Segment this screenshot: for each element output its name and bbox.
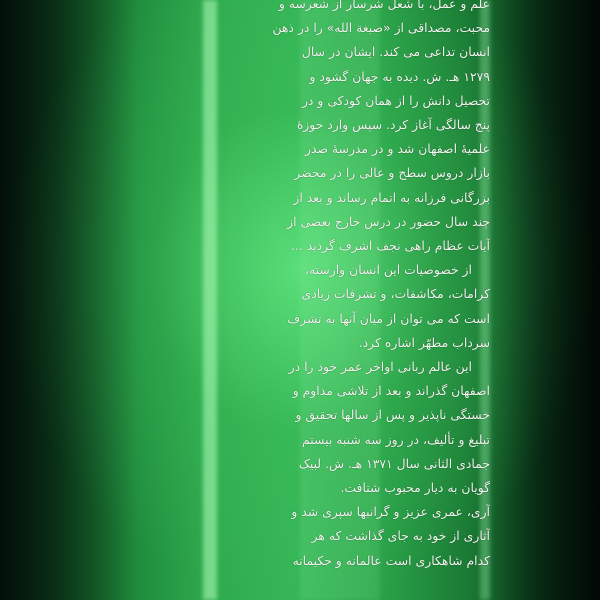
text-line: گویان به دیار محبوب شتافت. xyxy=(340,480,490,496)
paragraph-1 xyxy=(228,0,490,258)
text-line: آثاری از خود به جای گذاشت که هر xyxy=(311,528,490,544)
light-beam-left xyxy=(203,0,217,600)
text-line: جمادی الثانی سال ۱۳۷۱ هـ. ش. لبیک xyxy=(298,455,490,471)
text-line: این عالم ربانی اواخر عمر خود را در xyxy=(288,359,472,375)
text-line: سرداب مطهّر اشاره کرد. xyxy=(358,334,490,350)
text-line: کرامات، مکاشفات، و تشرفات زیادی xyxy=(301,286,490,302)
text-line: آری، عمری عزیز و گرانبها سپری شد و xyxy=(291,504,490,520)
left-shadow xyxy=(0,0,140,600)
text-line: آیات عظام راهی نجف اشرف گردید ... xyxy=(290,238,490,254)
text-line: تبلیغ و تألیف، در روز سه شنبه بیستم xyxy=(302,431,490,447)
text-line: ۱۲۷۹ هـ. ش. دیده به جهان گشود و xyxy=(309,68,490,84)
text-line: علم و عمل، با شعل شرسار از شعرسه و xyxy=(278,0,490,11)
text-line: انسان تداعی می کند. ایشان در سال xyxy=(301,44,490,60)
text-line: اصفهان گذراند و بعد از تلاشی مداوم و xyxy=(292,383,490,399)
text-line: پنج سالگی آغاز کرد. سپس وارد حوزۀ xyxy=(296,117,490,133)
text-line: کدام شاهکاری است عالمانه و حکیمانه xyxy=(292,552,490,568)
paragraph-3 xyxy=(228,355,490,573)
paragraph-2 xyxy=(228,258,490,355)
text-line: محبت، مصداقی از «صبغة الله» را در ذهن xyxy=(272,20,490,36)
text-line: است که می توان از میان آنها به تشرف xyxy=(287,310,490,326)
text-line: بازار دروس سطح و عالی را در محضر xyxy=(294,165,490,181)
text-line: تحصیل دانش را از همان کودکی و در xyxy=(301,92,490,108)
right-shadow xyxy=(490,0,600,600)
text-line: علمیۀ اصفهان شد و در مدرسۀ صدر xyxy=(304,141,490,157)
text-line: بزرگانی فرزانه به اتمام رساند و بعد از xyxy=(293,189,490,205)
text-line: خستگی ناپذیر و پس از سالها تحقیق و xyxy=(295,407,490,423)
biography-text xyxy=(228,0,490,600)
text-line: چند سال حضور در درس خارج بعضی از xyxy=(287,213,490,229)
text-line: از خصوصیات این انسان وارسته، xyxy=(304,262,472,278)
